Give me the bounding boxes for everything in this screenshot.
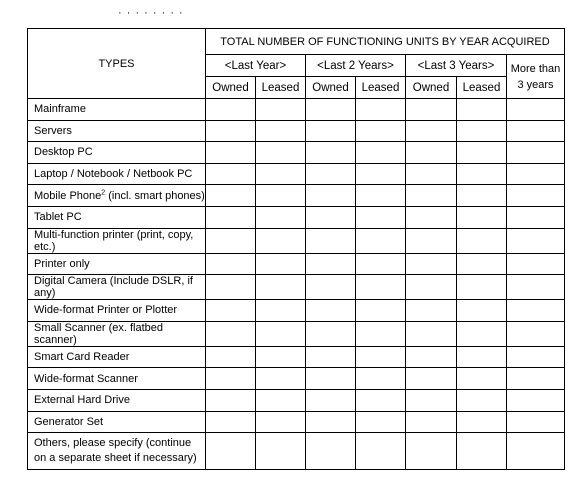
entry-cell[interactable] xyxy=(306,228,356,253)
row-label xyxy=(28,253,206,275)
last-2-years-header: <Last 2 Years> xyxy=(306,55,406,77)
row-label xyxy=(28,411,206,433)
footnote-marker: 2 xyxy=(101,189,106,197)
entry-cell[interactable] xyxy=(406,321,457,346)
entry-cell[interactable] xyxy=(256,275,306,300)
entry-cell[interactable] xyxy=(406,163,457,185)
entry-cell[interactable] xyxy=(507,300,565,322)
row-label xyxy=(28,185,206,207)
entry-cell[interactable] xyxy=(256,253,306,275)
row-label xyxy=(28,300,206,322)
entry-cell[interactable] xyxy=(457,433,507,470)
entry-cell[interactable] xyxy=(406,389,457,411)
row-label-text: Multi-function printer (print, copy, etc.) xyxy=(34,228,194,253)
row-label xyxy=(28,275,206,300)
entry-cell[interactable] xyxy=(256,411,306,433)
entry-cell[interactable] xyxy=(256,142,306,164)
owned-header: Owned xyxy=(206,77,256,99)
entry-cell[interactable] xyxy=(457,163,507,185)
last-3-years-header: <Last 3 Years> xyxy=(406,55,507,77)
row-label-text: Digital Camera (Include DSLR, if any) xyxy=(34,275,193,300)
table-row xyxy=(28,275,565,300)
table-row xyxy=(28,206,565,228)
entry-cell[interactable] xyxy=(507,389,565,411)
table-row xyxy=(28,411,565,433)
row-label xyxy=(28,206,206,228)
entry-cell[interactable] xyxy=(457,346,507,368)
entry-cell[interactable] xyxy=(507,253,565,275)
table-row xyxy=(28,228,565,253)
table-row xyxy=(28,433,565,470)
row-label-text: Wide-format Scanner xyxy=(34,372,138,385)
entry-cell[interactable] xyxy=(206,389,256,411)
entry-cell[interactable] xyxy=(507,120,565,142)
entry-cell[interactable] xyxy=(356,411,406,433)
entry-cell[interactable] xyxy=(406,300,457,322)
row-label-text: Others, please specify (continue on a separate sheet if necessary) xyxy=(34,437,197,465)
row-label-text: Wide-format Printer or Plotter xyxy=(34,304,178,317)
leased-header: Leased xyxy=(256,77,306,99)
entry-cell[interactable] xyxy=(256,368,306,390)
entry-cell[interactable] xyxy=(256,185,306,207)
entry-cell[interactable] xyxy=(306,142,356,164)
entry-cell[interactable] xyxy=(256,163,306,185)
entry-cell[interactable] xyxy=(356,389,406,411)
entry-cell[interactable] xyxy=(507,275,565,300)
entry-cell[interactable] xyxy=(206,120,256,142)
entry-cell[interactable] xyxy=(507,228,565,253)
entry-cell[interactable] xyxy=(406,346,457,368)
entry-cell[interactable] xyxy=(507,142,565,164)
entry-cell[interactable] xyxy=(306,411,356,433)
table-row xyxy=(28,346,565,368)
row-label-suffix: (incl. smart phones) xyxy=(105,189,205,202)
cut-off-heading: · · · · · · · · xyxy=(118,7,184,19)
entry-cell[interactable] xyxy=(406,368,457,390)
entry-cell[interactable] xyxy=(256,346,306,368)
entry-cell[interactable] xyxy=(507,346,565,368)
entry-cell[interactable] xyxy=(306,206,356,228)
entry-cell[interactable] xyxy=(256,206,306,228)
entry-cell[interactable] xyxy=(507,321,565,346)
entry-cell[interactable] xyxy=(457,206,507,228)
owned-header: Owned xyxy=(306,77,356,99)
entry-cell[interactable] xyxy=(206,142,256,164)
entry-cell[interactable] xyxy=(406,411,457,433)
entry-cell[interactable] xyxy=(457,411,507,433)
entry-cell[interactable] xyxy=(457,228,507,253)
row-label xyxy=(28,346,206,368)
row-label-text: Laptop / Notebook / Netbook PC xyxy=(34,168,193,181)
row-label xyxy=(28,433,206,470)
entry-cell[interactable] xyxy=(457,300,507,322)
entry-cell[interactable] xyxy=(206,185,256,207)
entry-cell[interactable] xyxy=(206,433,256,470)
row-label xyxy=(28,99,206,121)
entry-cell[interactable] xyxy=(306,300,356,322)
entry-cell[interactable] xyxy=(206,253,256,275)
entry-cell[interactable] xyxy=(356,99,406,121)
table-body xyxy=(28,99,565,470)
entry-cell[interactable] xyxy=(507,368,565,390)
last-year-header: <Last Year> xyxy=(206,55,306,77)
entry-cell[interactable] xyxy=(256,228,306,253)
entry-cell[interactable] xyxy=(406,206,457,228)
entry-cell[interactable] xyxy=(356,142,406,164)
entry-cell[interactable] xyxy=(306,368,356,390)
inventory-table xyxy=(27,28,565,470)
entry-cell[interactable] xyxy=(256,120,306,142)
entry-cell[interactable] xyxy=(306,120,356,142)
entry-cell[interactable] xyxy=(356,228,406,253)
entry-cell[interactable] xyxy=(457,368,507,390)
entry-cell[interactable] xyxy=(256,300,306,322)
entry-cell[interactable] xyxy=(206,206,256,228)
row-label-text: Smart Card Reader xyxy=(34,351,130,364)
entry-cell[interactable] xyxy=(406,433,457,470)
entry-cell[interactable] xyxy=(406,120,457,142)
row-label-text: Mobile Phone xyxy=(34,189,102,202)
entry-cell[interactable] xyxy=(306,99,356,121)
row-label xyxy=(28,368,206,390)
entry-cell[interactable] xyxy=(206,275,256,300)
entry-cell[interactable] xyxy=(457,142,507,164)
entry-cell[interactable] xyxy=(206,300,256,322)
entry-cell[interactable] xyxy=(306,185,356,207)
entry-cell[interactable] xyxy=(457,389,507,411)
entry-cell[interactable] xyxy=(256,99,306,121)
entry-cell[interactable] xyxy=(306,163,356,185)
table-row xyxy=(28,253,565,275)
entry-cell[interactable] xyxy=(406,253,457,275)
entry-cell[interactable] xyxy=(306,321,356,346)
entry-cell[interactable] xyxy=(356,368,406,390)
row-label xyxy=(28,228,206,253)
entry-cell[interactable] xyxy=(457,275,507,300)
row-label xyxy=(28,142,206,164)
entry-cell[interactable] xyxy=(507,206,565,228)
entry-cell[interactable] xyxy=(306,253,356,275)
entry-cell[interactable] xyxy=(356,163,406,185)
leased-header: Leased xyxy=(356,77,406,99)
row-label-text: Mainframe xyxy=(34,103,86,116)
entry-cell[interactable] xyxy=(507,185,565,207)
entry-cell[interactable] xyxy=(306,346,356,368)
entry-cell[interactable] xyxy=(457,99,507,121)
entry-cell[interactable] xyxy=(206,228,256,253)
row-label xyxy=(28,389,206,411)
row-label xyxy=(28,163,206,185)
entry-cell[interactable] xyxy=(356,275,406,300)
entry-cell[interactable] xyxy=(356,321,406,346)
entry-cell[interactable] xyxy=(256,321,306,346)
entry-cell[interactable] xyxy=(406,142,457,164)
entry-cell[interactable] xyxy=(457,321,507,346)
entry-cell[interactable] xyxy=(356,300,406,322)
row-label-text: Tablet PC xyxy=(34,211,82,224)
row-label-text: Small Scanner (ex. flatbed scanner) xyxy=(34,321,164,346)
table-row xyxy=(28,300,565,322)
entry-cell[interactable] xyxy=(206,368,256,390)
entry-cell[interactable] xyxy=(356,253,406,275)
leased-header: Leased xyxy=(457,77,507,99)
entry-cell[interactable] xyxy=(206,99,256,121)
table-row xyxy=(28,389,565,411)
row-label-text: Generator Set xyxy=(34,415,104,428)
total-units-header: TOTAL NUMBER OF FUNCTIONING UNITS BY YEAR ACQUIRED xyxy=(206,29,565,55)
table-row xyxy=(28,142,565,164)
entry-cell[interactable] xyxy=(507,99,565,121)
entry-cell[interactable] xyxy=(406,275,457,300)
entry-cell[interactable] xyxy=(306,433,356,470)
entry-cell[interactable] xyxy=(507,433,565,470)
row-label-text: Desktop PC xyxy=(34,146,93,159)
row-label-text: Servers xyxy=(34,124,72,137)
row-label-text: External Hard Drive xyxy=(34,394,130,407)
entry-cell[interactable] xyxy=(356,185,406,207)
table-row xyxy=(28,368,565,390)
entry-cell[interactable] xyxy=(306,275,356,300)
row-label xyxy=(28,321,206,346)
entry-cell[interactable] xyxy=(406,185,457,207)
entry-cell[interactable] xyxy=(457,185,507,207)
entry-cell[interactable] xyxy=(356,346,406,368)
owned-header: Owned xyxy=(406,77,457,99)
entry-cell[interactable] xyxy=(206,411,256,433)
entry-cell[interactable] xyxy=(356,120,406,142)
types-header: TYPES xyxy=(28,29,206,99)
entry-cell[interactable] xyxy=(457,120,507,142)
entry-cell[interactable] xyxy=(206,163,256,185)
entry-cell[interactable] xyxy=(507,163,565,185)
entry-cell[interactable] xyxy=(507,411,565,433)
entry-cell[interactable] xyxy=(406,99,457,121)
table-row xyxy=(28,99,565,121)
table-header xyxy=(28,29,565,99)
table-row xyxy=(28,120,565,142)
entry-cell[interactable] xyxy=(256,433,306,470)
entry-cell[interactable] xyxy=(356,433,406,470)
table-row xyxy=(28,321,565,346)
table-row xyxy=(28,185,565,207)
entry-cell[interactable] xyxy=(356,206,406,228)
entry-cell[interactable] xyxy=(256,389,306,411)
entry-cell[interactable] xyxy=(206,346,256,368)
row-label xyxy=(28,120,206,142)
entry-cell[interactable] xyxy=(406,228,457,253)
entry-cell[interactable] xyxy=(457,253,507,275)
row-label-text: Printer only xyxy=(34,257,90,270)
entry-cell[interactable] xyxy=(206,321,256,346)
table-row xyxy=(28,163,565,185)
more-than-3-years-header: More than 3 years xyxy=(507,55,565,99)
entry-cell[interactable] xyxy=(306,389,356,411)
